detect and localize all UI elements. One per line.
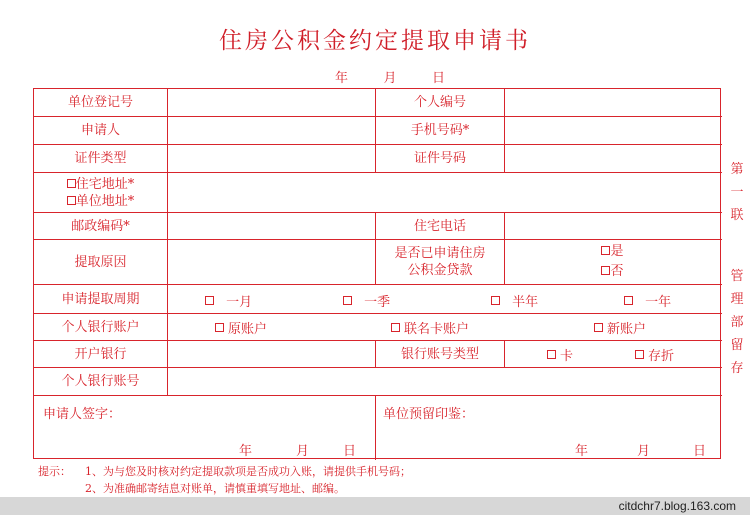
applicant-label: 申请人	[80, 123, 120, 138]
date-month-label: 月	[383, 71, 397, 86]
account-type-label: 银行账号类型	[400, 346, 479, 362]
id-type-field[interactable]	[168, 145, 375, 172]
id-no-label: 证件号码	[413, 151, 466, 166]
account-no-field[interactable]	[168, 368, 720, 395]
address-option-home[interactable]: 住宅地址*	[67, 176, 135, 193]
personal-no-field[interactable]	[505, 89, 720, 116]
unit-reg-no-field[interactable]	[168, 89, 375, 116]
seal-month: 月	[637, 444, 651, 459]
seal-year: 年	[575, 444, 589, 459]
loan-option-no[interactable]: 否	[601, 262, 623, 282]
account-option-joint-card[interactable]: 联名卡账户	[391, 318, 469, 337]
period-option-half-year[interactable]: 半年	[491, 291, 538, 310]
notes	[38, 463, 411, 497]
note-line-1: 提示： 1、为与您及时核对约定提取款项是否成功入账，请提供手机号码；	[38, 465, 411, 478]
reason-field[interactable]	[168, 240, 375, 284]
loan-option-yes[interactable]: 是	[601, 242, 623, 262]
id-no-field[interactable]	[505, 145, 720, 172]
keeper-vertical-text: 管 理 部 留 存	[730, 269, 744, 376]
period-option-month[interactable]: 一月	[205, 291, 252, 310]
checkbox-icon[interactable]	[67, 179, 76, 188]
signature-month: 月	[296, 444, 310, 459]
checkbox-icon[interactable]	[624, 296, 633, 305]
account-option-original[interactable]: 原账户	[215, 318, 267, 337]
address-field[interactable]	[168, 173, 720, 212]
applicant-signature-label: 申请人签字：	[43, 407, 122, 422]
unit-seal-label: 单位预留印鉴：	[383, 407, 475, 422]
home-phone-label: 住宅电话	[413, 218, 466, 234]
copy-number-vertical-text: 第 一 联	[730, 162, 744, 223]
checkbox-icon[interactable]	[547, 350, 556, 359]
address-option-work[interactable]: 单位地址*	[67, 193, 135, 210]
date-year-label: 年	[335, 71, 349, 86]
seal-day: 日	[693, 444, 707, 459]
loan-applied-options	[505, 240, 720, 284]
watermark-text: citdchr7.blog.163.com	[618, 499, 736, 513]
checkbox-icon[interactable]	[215, 323, 224, 332]
account-no-label: 个人银行账号	[61, 374, 140, 389]
bank-account-label: 个人银行账户	[61, 319, 140, 335]
checkbox-icon[interactable]	[67, 196, 76, 205]
open-bank-field[interactable]	[168, 341, 375, 367]
id-type-label: 证件类型	[74, 151, 127, 166]
account-type-passbook[interactable]: 存折	[635, 345, 674, 364]
unit-reg-no-label: 单位登记号	[67, 95, 133, 110]
address-type-options	[34, 173, 167, 212]
date-day-label: 日	[431, 71, 445, 86]
form-date	[335, 67, 445, 86]
period-option-year[interactable]: 一年	[624, 291, 671, 310]
column-divider	[504, 340, 505, 367]
signature-day: 日	[343, 444, 357, 459]
mobile-label: 手机号码*	[410, 123, 470, 138]
form-title: 住房公积金约定提取申请书	[219, 28, 531, 54]
row-divider	[34, 395, 722, 396]
personal-no-label: 个人编号	[413, 95, 466, 110]
period-label: 申请提取周期	[61, 291, 140, 307]
account-type-card[interactable]: 卡	[547, 345, 573, 364]
postcode-label: 邮政编码*	[71, 218, 130, 234]
checkbox-icon[interactable]	[343, 296, 352, 305]
open-bank-label: 开户银行	[74, 346, 127, 362]
mobile-field[interactable]	[505, 117, 720, 144]
account-option-new[interactable]: 新账户	[594, 318, 646, 337]
checkbox-icon[interactable]	[391, 323, 400, 332]
reason-label: 提取原因	[74, 254, 127, 270]
checkbox-icon[interactable]	[205, 296, 214, 305]
checkbox-icon[interactable]	[635, 350, 644, 359]
column-divider	[375, 395, 376, 460]
checkbox-icon[interactable]	[594, 323, 603, 332]
postcode-field[interactable]	[168, 213, 375, 239]
applicant-field[interactable]	[168, 117, 375, 144]
application-form-table	[33, 88, 721, 459]
note-line-2: 2、为准确邮寄结息对账单，请慎重填写地址、邮编。	[85, 482, 345, 495]
home-phone-field[interactable]	[505, 213, 720, 239]
signature-year: 年	[239, 444, 253, 459]
period-option-quarter[interactable]: 一季	[343, 291, 390, 310]
checkbox-icon[interactable]	[491, 296, 500, 305]
watermark-bar	[0, 497, 750, 515]
loan-applied-label: 是否已申请住房 公积金贷款	[394, 246, 486, 278]
